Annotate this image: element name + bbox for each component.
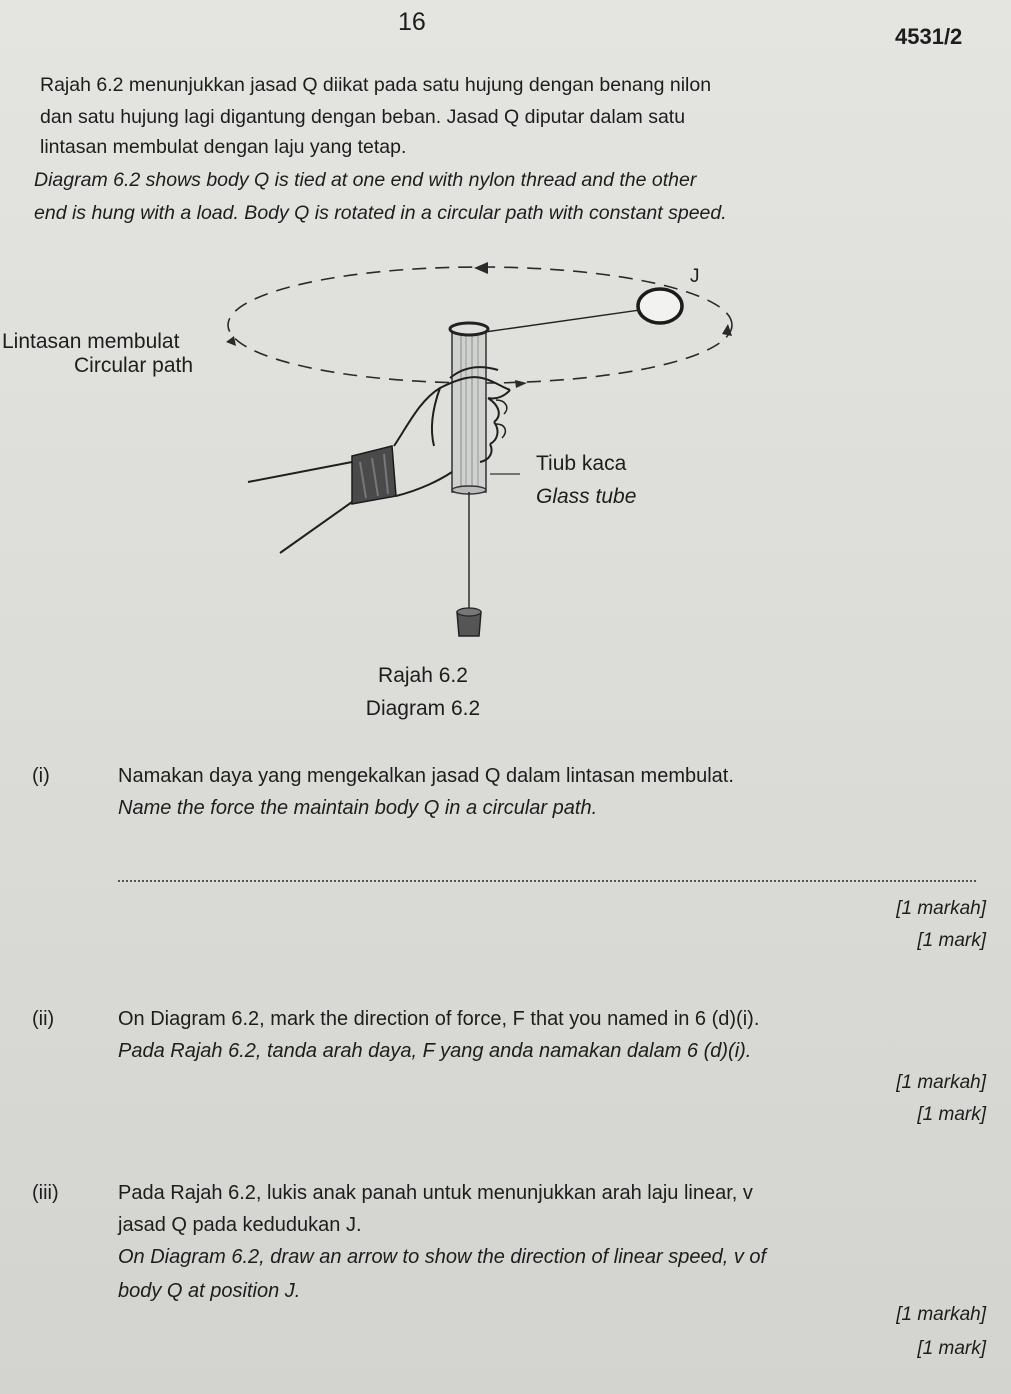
question-iii-text-en-2: body Q at position J. [118,1280,301,1302]
question-i-mark-en: [1 mark] [917,930,986,951]
question-i-number: (i) [32,765,50,787]
label-glass-tube-ms: Tiub kaca [536,452,627,475]
diagram-6-2 [0,240,1011,660]
intro-malay-line-3: lintasan membulat dengan laju yang tetap. [40,136,407,158]
page-number: 16 [398,8,426,36]
question-ii-number: (ii) [32,1008,55,1030]
path-arrow-left [226,336,236,346]
arm-outline [248,462,352,553]
question-ii-mark-en: [1 mark] [917,1104,986,1125]
question-i-text-en: Name the force the maintain body Q in a circular path. [118,797,598,819]
intro-english-line-1: Diagram 6.2 shows body Q is tied at one end with nylon thread and the other [34,169,697,191]
intro-malay-line-2: dan satu hujung lagi digantung dengan beban. Jasad Q diputar dalam satu [40,106,686,128]
question-iii-text-ms-1: Pada Rajah 6.2, lukis anak panah untuk menunjukkan arah laju linear, v [118,1182,753,1204]
question-iii-text-en-1: On Diagram 6.2, draw an arrow to show the direction of linear speed, v of [118,1246,767,1268]
path-arrow-bottom [515,380,527,388]
nylon-thread-horizontal [478,310,640,333]
caption-diagram: Diagram 6.2 [365,697,481,720]
intro-english-line-2: end is hung with a load. Body Q is rotated in a circular path with constant speed. [34,202,727,224]
label-circular-path-ms: Lintasan membulat [2,330,180,353]
question-ii-text-ms: Pada Rajah 6.2, tanda arah daya, F yang anda namakan dalam 6 (d)(i). [118,1040,752,1062]
label-position-j: J [690,266,700,287]
body-q-circle [638,289,682,323]
question-iii-number: (iii) [32,1182,59,1204]
caption-rajah: Rajah 6.2 [378,664,468,687]
question-iii-mark-ms: [1 markah] [896,1304,986,1325]
question-ii-text-en: On Diagram 6.2, mark the direction of force, F that you named in 6 (d)(i). [118,1008,760,1030]
question-iii-text-ms-2: jasad Q pada kedudukan J. [118,1214,362,1236]
question-i-text-ms: Namakan daya yang mengekalkan jasad Q dalam lintasan membulat. [118,765,734,787]
glass-tube [452,330,486,492]
answer-line-i[interactable] [118,880,976,882]
intro-malay-line-1: Rajah 6.2 menunjukkan jasad Q diikat pada satu hujung dengan benang nilon [40,74,712,96]
label-circular-path-en: Circular path [74,354,194,377]
question-i-mark-ms: [1 markah] [896,898,986,919]
path-arrow-top [474,262,488,274]
label-glass-tube-en: Glass tube [536,485,637,508]
question-ii-mark-ms: [1 markah] [896,1072,986,1093]
question-iii-mark-en: [1 mark] [917,1338,986,1359]
glass-tube-top [450,323,488,335]
paper-code: 4531/2 [895,24,963,49]
